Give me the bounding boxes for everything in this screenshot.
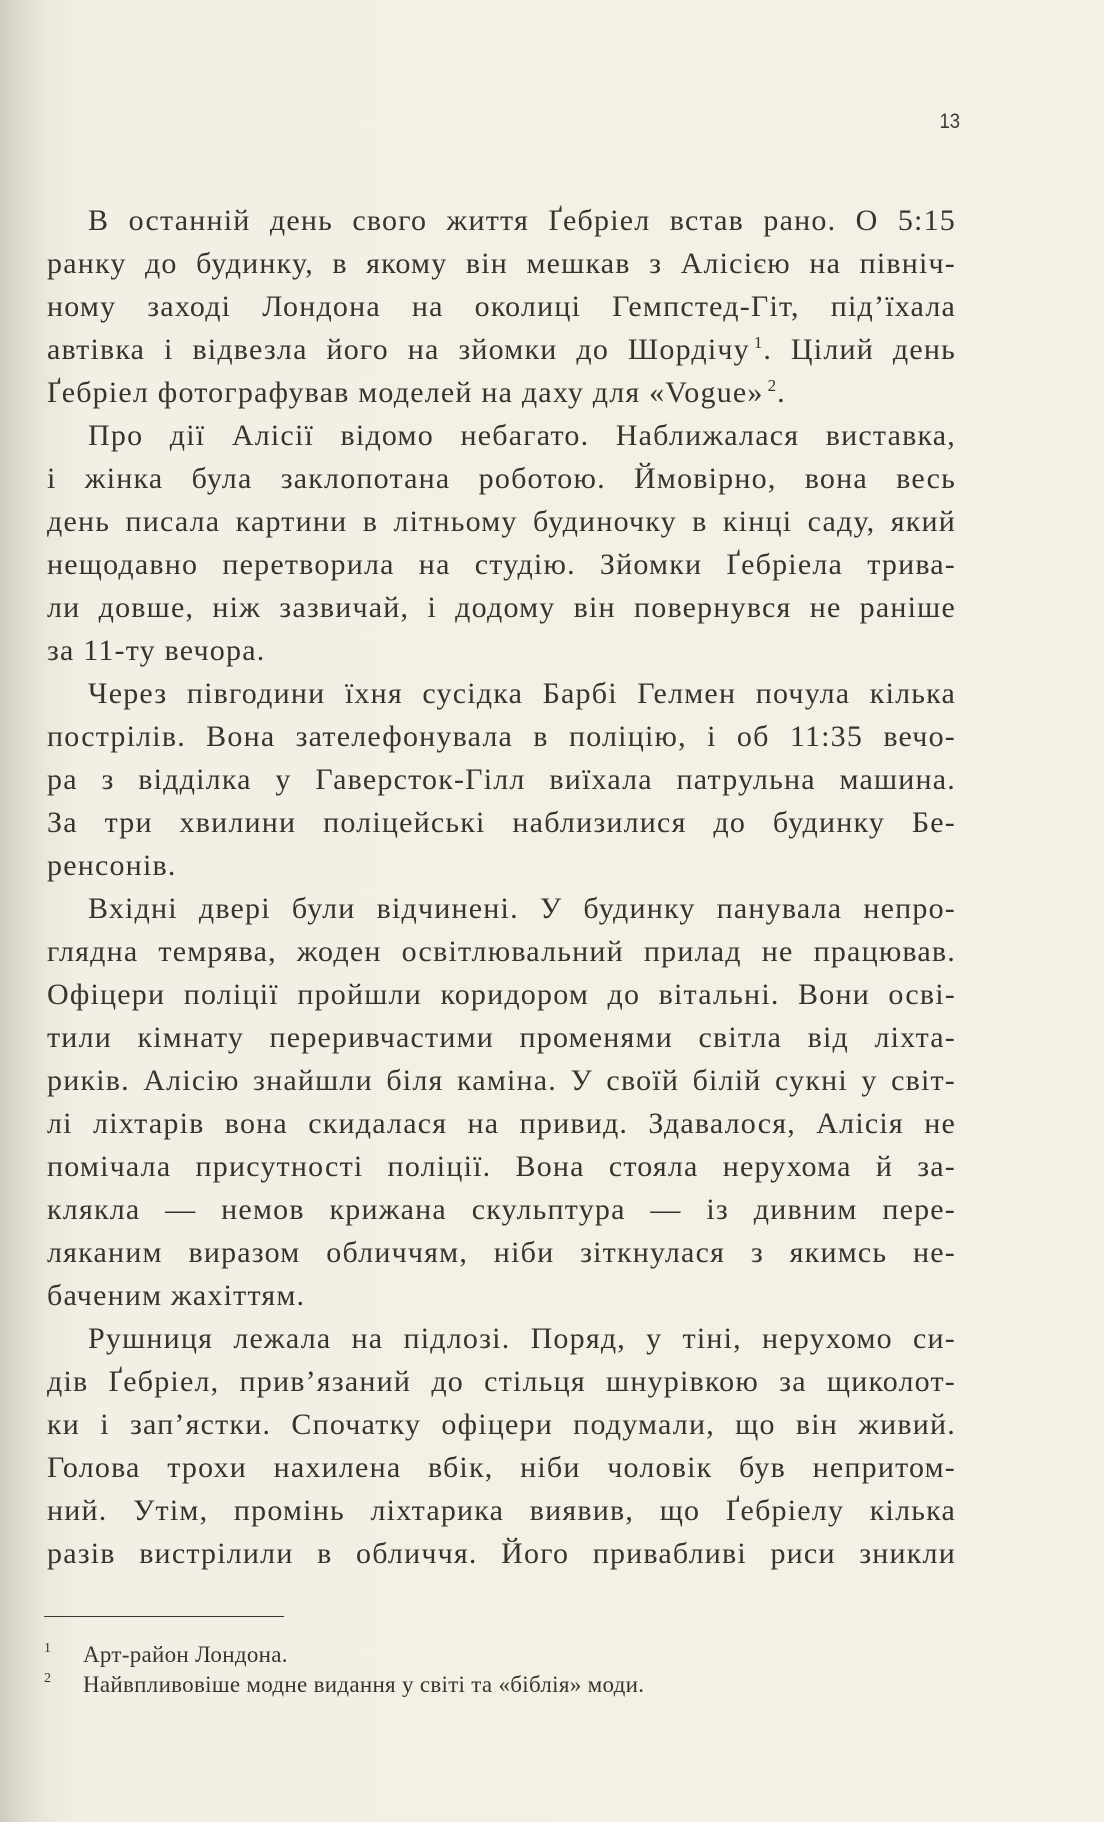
text-line [47,1274,956,1317]
line-text: риків. Алісію знайшли біля каміна. У своїй білій сукні у світ- [47,1064,956,1097]
line-text: тили кімнату переривчастими променями світла від ліхта- [47,1021,956,1054]
line-text: Через півгодини їхня сусідка Барбі Гелмен почула кілька [88,677,956,710]
line-text: Вхідні двері були відчинені. У будинку панувала непро- [88,892,956,925]
text-line [47,1102,956,1145]
line-text: ра з відділка у Гаверсток-Гілл виїхала патрульна машина. [47,763,956,796]
text-line [47,457,956,500]
line-text: день писала картини в літньому будиночку в кінці саду, який [47,505,956,538]
text-line [47,629,956,672]
text-line [47,242,956,285]
text-line [47,1145,956,1188]
text-line [88,672,956,715]
line-text: ляканим виразом обличчям, ніби зіткнулася з якимсь не- [47,1236,956,1269]
line-text: ки і зап’ястки. Спочатку офіцери подумали, що він живий. [47,1408,956,1441]
line-text: Голова трохи нахилена вбік, ніби чоловік був непритом- [47,1451,956,1484]
text-line [47,844,956,887]
text-line [88,887,956,930]
text-line [47,1188,956,1231]
text-line [47,1360,956,1403]
text-line [47,285,956,328]
text-line [47,1059,956,1102]
line-text: Ґебріел фотографував моделей на даху для «Vogue» [47,376,764,409]
line-text: пострілів. Вона зателефонувала в поліцію, і об 11:35 вечо- [47,720,956,753]
line-text: ранку до будинку, в якому він мешкав з Алісією на північ- [47,247,956,280]
text-line [47,1403,956,1446]
line-text: лі ліхтарів вона скидалася на привид. Здавалося, Алісія не [47,1107,956,1140]
line-text: за 11-ту вечора. [47,634,266,667]
text-line [88,414,956,457]
footnote-reference-1[interactable]: 1 [753,333,763,352]
text-line [47,1231,956,1274]
text-line [47,586,956,629]
line-text: ренсонів. [47,849,177,882]
line-text: ному заході Лондона на околиці Гемпстед-Гіт, під’їхала [47,290,956,323]
text-line [47,543,956,586]
text-line [47,930,956,973]
text-line [47,1446,956,1489]
text-line [47,758,956,801]
footnote-reference-2[interactable]: 2 [767,376,777,395]
line-text: глядна темрява, жоден освітлювальний прилад не працював. [47,935,956,968]
line-text: Офіцери поліції пройшли коридором до вітальні. Вони осві- [47,978,956,1011]
line-text: дів Ґебріел, прив’язаний до стільця шнурівкою за щиколот- [47,1365,956,1398]
text-line [47,371,956,414]
line-text: ний. Утім, промінь ліхтарика виявив, що Ґебріелу кілька [47,1494,956,1527]
footnote-text: Арт-район Лондона. [83,1642,288,1667]
line-text: ли довше, ніж зазвичай, і додому він повернувся не раніше [47,591,956,624]
footnote-number: 1 [44,1641,51,1656]
text-line [47,973,956,1016]
line-text: Рушниця лежала на підлозі. Поряд, у тіні, нерухомо си- [88,1322,956,1355]
line-text: нещодавно перетворила на студію. Зйомки Ґебріела трива- [47,548,956,581]
page-number: 13 [939,110,960,133]
text-line [47,715,956,758]
line-text: помічала присутності поліції. Вона стояла нерухома й за- [47,1150,956,1183]
footnote-separator [44,1616,284,1617]
line-text: клякла — немов крижана скульптура — із дивним пере- [47,1193,956,1226]
text-line [88,1317,956,1360]
text-line [47,801,956,844]
footnote-number: 2 [44,1671,51,1686]
line-text: . Цілий день [763,333,956,366]
line-text: За три хвилини поліцейські наблизилися до будинку Бе- [47,806,956,839]
text-line [47,328,956,371]
line-text: разів вистрілили в обличчя. Його привабливі риси зникли [47,1537,956,1570]
line-text: автівка і відвезла його на зйомки до Шордічу [47,333,750,366]
line-text: і жінка була заклопотана роботою. Ймовірно, вона весь [47,462,956,495]
text-line [47,1532,956,1575]
line-text: Про дії Алісії відомо небагато. Наближалася виставка, [88,419,956,452]
line-text: В останній день свого життя Ґебріел встав рано. О 5:15 [88,204,956,237]
line-text: баченим жахіттям. [47,1279,306,1312]
text-line [47,500,956,543]
text-line [47,1489,956,1532]
footnote-text: Найвпливовіше модне видання у світі та «біблія» моди. [83,1672,645,1697]
text-line [88,199,956,242]
text-line [47,1016,956,1059]
line-text: . [777,376,786,409]
